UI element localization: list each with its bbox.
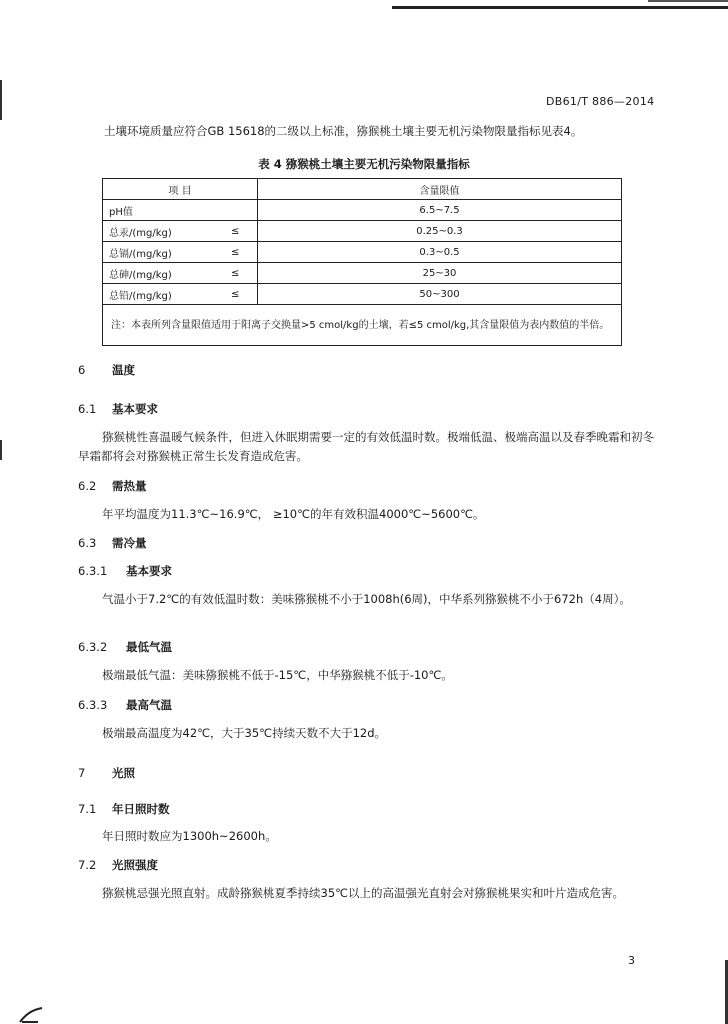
column-header-limit: 含量限值 xyxy=(258,179,622,200)
section-title: 基本要求 xyxy=(126,564,172,578)
row-item-name: 总砷/(mg/kg) xyxy=(103,263,226,284)
section-6-3-2-text: 极端最低气温：美味猕猴桃不低于-15℃，中华猕猴桃不低于-10℃。 xyxy=(102,668,453,682)
row-limit-value: 6.5~7.5 xyxy=(258,200,622,221)
table-row xyxy=(103,221,622,242)
row-limit-value: 25~30 xyxy=(258,263,622,284)
section-number: 7.1 xyxy=(78,802,97,816)
row-item-name: 总镉/(mg/kg) xyxy=(103,242,226,263)
section-number: 6.1 xyxy=(78,402,97,416)
table-note-row xyxy=(103,305,622,346)
page-number: 3 xyxy=(628,954,635,967)
section-number: 6.3.3 xyxy=(78,698,108,712)
scan-left-edge xyxy=(0,80,2,120)
section-number: 6.3.1 xyxy=(78,564,108,578)
table-row xyxy=(103,242,622,263)
intro-paragraph: 土壤环境质量应符合GB 15618的二级以上标准，猕猴桃土壤主要无机污染物限量指标见表4。 xyxy=(104,124,583,138)
section-title: 温度 xyxy=(112,363,135,377)
table-row xyxy=(103,200,622,221)
section-6-3-2-heading xyxy=(78,639,172,655)
table-row xyxy=(103,263,622,284)
section-6-3-heading xyxy=(78,535,147,551)
document-code: DB61/T 886—2014 xyxy=(546,95,655,108)
scan-top-line xyxy=(392,6,728,9)
section-6-1-text: 猕猴桃性喜温暖气候条件，但进入休眠期需要一定的有效低温时数。极端低温、极端高温以及春季晚霜和初冬早霜都将会对猕猴桃正常生长发育造成危害。 xyxy=(78,430,654,463)
section-6-3-1-text: 气温小于7.2℃的有效低温时数：美味猕猴桃不小于1008h(6周)，中华系列猕猴桃不小于672h（4周）。 xyxy=(102,592,631,606)
section-title: 光照 xyxy=(112,766,135,780)
section-title: 需热量 xyxy=(112,479,147,493)
row-item-name: pH值 xyxy=(103,200,226,221)
section-6-1-heading xyxy=(78,401,158,417)
section-number: 7 xyxy=(78,766,86,780)
section-6-3-1-heading xyxy=(78,563,172,579)
section-title: 最高气温 xyxy=(126,698,172,712)
section-6-2-heading xyxy=(78,478,147,494)
row-operator xyxy=(225,200,258,221)
column-header-item: 项 目 xyxy=(103,179,258,200)
row-operator: ≤ xyxy=(225,263,258,284)
section-7-1-text: 年日照时数应为1300h~2600h。 xyxy=(102,829,277,843)
table-note: 注：本表所列含量限值适用于阳离子交换量>5 cmol/kg的土壤，若≤5 cmol/kg,其含量限值为表内数值的半倍。 xyxy=(103,305,622,346)
section-7-1-heading xyxy=(78,801,170,817)
scan-top-dash xyxy=(648,0,728,2)
table-title: 表 4 猕猴桃土壤主要无机污染物限量指标 xyxy=(258,157,470,171)
section-number: 6.2 xyxy=(78,479,97,493)
row-item-name: 总铅/(mg/kg) xyxy=(103,284,226,305)
section-title: 基本要求 xyxy=(112,402,158,416)
section-6-3-3-text: 极端最高温度为42℃，大于35℃持续天数不大于12d。 xyxy=(102,726,387,740)
row-limit-value: 0.25~0.3 xyxy=(258,221,622,242)
section-6-2-text: 年平均温度为11.3℃~16.9℃， ≥10℃的年有效积温4000℃~5600℃。 xyxy=(102,507,485,521)
section-6-3-3-heading xyxy=(78,697,172,713)
row-item-name: 总汞/(mg/kg) xyxy=(103,221,226,242)
section-title: 年日照时数 xyxy=(112,802,170,816)
section-7-heading xyxy=(78,765,135,781)
row-limit-value: 0.3~0.5 xyxy=(258,242,622,263)
limits-table xyxy=(102,178,622,346)
section-number: 6 xyxy=(78,363,86,377)
row-limit-value: 50~300 xyxy=(258,284,622,305)
section-title: 光照强度 xyxy=(112,858,158,872)
row-operator: ≤ xyxy=(225,242,258,263)
section-title: 最低气温 xyxy=(126,640,172,654)
section-number: 6.3.2 xyxy=(78,640,108,654)
scan-left-edge-lower xyxy=(0,440,2,460)
section-title: 需冷量 xyxy=(112,536,147,550)
table-header-row xyxy=(103,179,622,200)
table-row xyxy=(103,284,622,305)
section-6-heading xyxy=(78,362,135,378)
row-operator: ≤ xyxy=(225,284,258,305)
section-7-2-text: 猕猴桃忌强光照直射。成龄猕猴桃夏季持续35℃以上的高温强光直射会对猕猴桃果实和叶片造成危害。 xyxy=(102,886,625,900)
section-number: 6.3 xyxy=(78,536,97,550)
section-7-2-heading xyxy=(78,857,158,873)
section-number: 7.2 xyxy=(78,858,97,872)
row-operator: ≤ xyxy=(225,221,258,242)
scan-corner-mark xyxy=(18,1000,44,1024)
